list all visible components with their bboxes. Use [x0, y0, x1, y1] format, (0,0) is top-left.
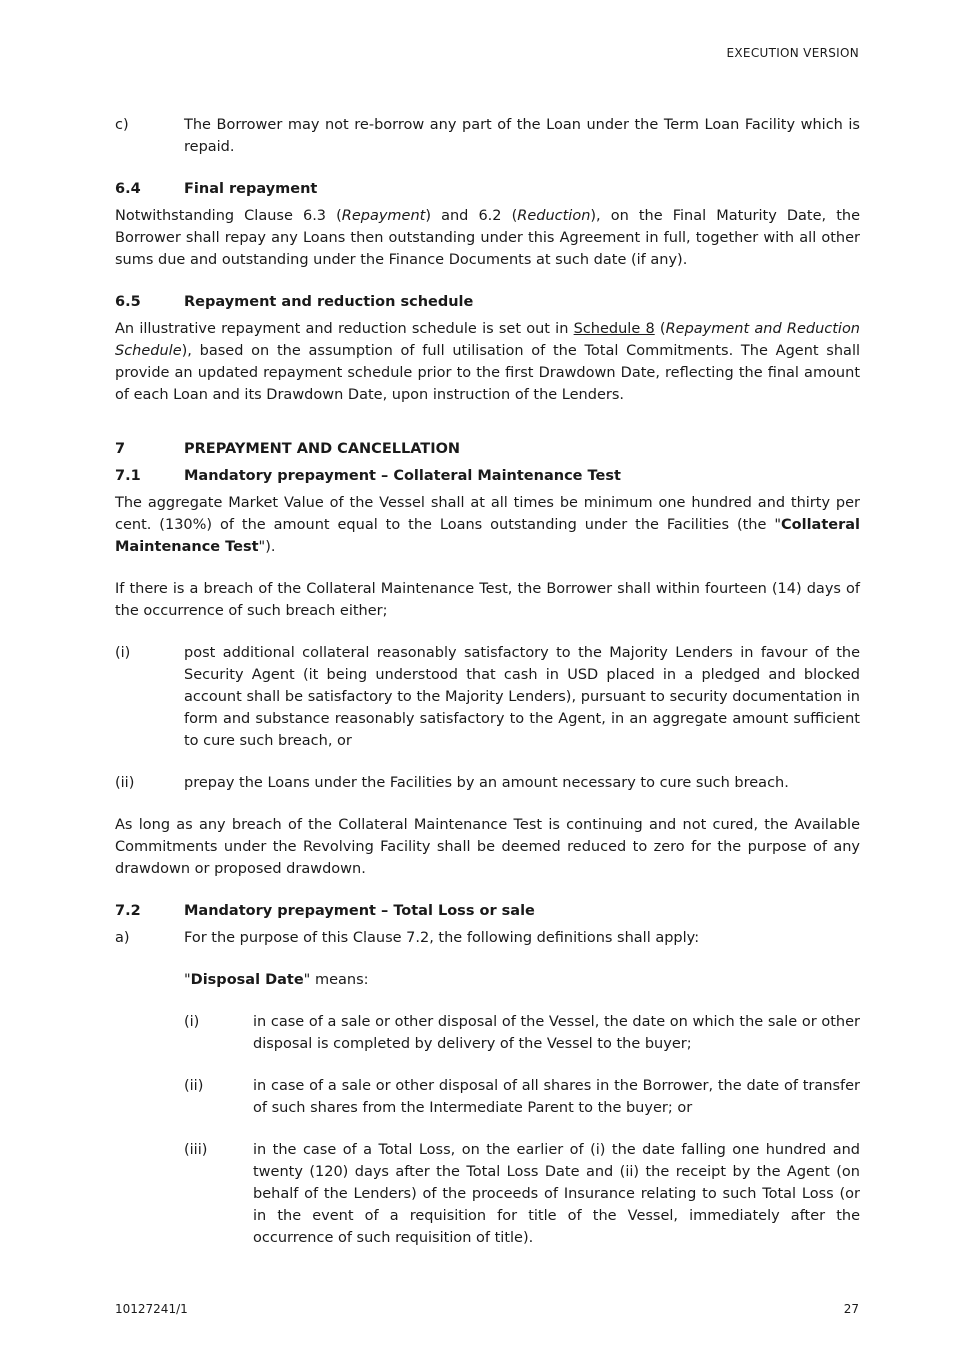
- item-text: in case of a sale or other disposal of all shares in the Borrower, the date of transfer of such shares from the Intermediate Parent to the buyer; or: [253, 1078, 860, 1116]
- item-text: post additional collateral reasonably satisfactory to the Majority Lenders in favour of the Security Agent (it being understood that cash in USD placed in a pledged and blocked account shall be satisfactory to the Majority Lenders), pursuant to security documentation in form and substance reasonably satisfactory to the Agent, in an aggregate amount sufficient to cure such breach, or: [184, 645, 860, 749]
- section-number: 7: [115, 441, 126, 457]
- section-heading-7: [115, 438, 860, 460]
- section-title: Final repayment: [184, 181, 318, 197]
- section-number: 7.1: [115, 468, 141, 484]
- section-heading-6-5: [115, 291, 860, 313]
- item-text: The Borrower may not re-borrow any part of the Loan under the Term Loan Facility which is repaid.: [184, 117, 860, 155]
- section-title: Repayment and reduction schedule: [184, 294, 474, 310]
- item-label: (i): [115, 645, 131, 661]
- paragraph-available-commitments: As long as any breach of the Collateral Maintenance Test is continuing and not cured, the Available Commitments under the Revolving Facility shall be deemed reduced to zero for the purpose of any drawdown or proposed drawdown.: [115, 817, 860, 877]
- item-text: prepay the Loans under the Facilities by an amount necessary to cure such breach.: [184, 775, 789, 791]
- section-title: PREPAYMENT AND CANCELLATION: [184, 441, 461, 457]
- definition-item: [184, 1075, 860, 1119]
- paragraph-repayment-schedule: An illustrative repayment and reduction schedule is set out in Schedule 8 (Repayment and Reduction Schedule), based on the assumption of full utilisation of the Total Commitments. The Agent shall provide an updated repayment schedule prior to the first Drawdown Date, reflecting the final amount of each Loan and its Drawdown Date, upon instruction of the Lenders.: [115, 321, 861, 403]
- item-label: (iii): [184, 1142, 208, 1158]
- section-heading-7-1: [115, 465, 860, 487]
- definition-item: [184, 1011, 860, 1055]
- paragraph-final-repayment: Notwithstanding Clause 6.3 (Repayment) and 6.2 (Reduction), on the Final Maturity Date, the Borrower shall repay any Loans then outstanding under this Agreement in full, together with all other sums due and outstanding under the Finance Documents at such date (if any).: [115, 208, 860, 268]
- item-label: (ii): [115, 775, 135, 791]
- section-heading-6-4: [115, 178, 860, 200]
- item-text: For the purpose of this Clause 7.2, the following definitions shall apply:: [184, 930, 700, 946]
- clause-6-3-c: [115, 114, 860, 158]
- item-label: (i): [184, 1014, 200, 1030]
- list-item: [115, 642, 860, 752]
- schedule-8-link[interactable]: Schedule 8: [573, 321, 655, 337]
- paragraph-breach: If there is a breach of the Collateral Maintenance Test, the Borrower shall within fourteen (14) days of the occurrence of such breach either;: [115, 581, 860, 619]
- item-text: in case of a sale or other disposal of the Vessel, the date on which the sale or other disposal is completed by delivery of the Vessel to the buyer;: [253, 1014, 860, 1052]
- definition-disposal-date: "Disposal Date" means:: [184, 972, 369, 988]
- section-title: Mandatory prepayment – Collateral Maintenance Test: [184, 468, 621, 484]
- section-number: 6.5: [115, 294, 141, 310]
- footer-page-number: 27: [843, 1302, 859, 1316]
- list-item: [115, 772, 860, 794]
- footer-document-reference: 10127241/1: [115, 1302, 188, 1316]
- document-body: [115, 114, 860, 1249]
- section-number: 7.2: [115, 903, 141, 919]
- header-execution-version: EXECUTION VERSION: [726, 46, 859, 60]
- item-label: c): [115, 117, 129, 133]
- definition-item: [184, 1139, 860, 1249]
- item-label: (ii): [184, 1078, 204, 1094]
- section-title: Mandatory prepayment – Total Loss or sale: [184, 903, 535, 919]
- section-number: 6.4: [115, 181, 141, 197]
- paragraph-collateral-test: The aggregate Market Value of the Vessel shall at all times be minimum one hundred and thirty per cent. (130%) of the amount equal to the Loans outstanding under the Facilities (the "Collateral Maintenance Test").: [115, 495, 860, 555]
- item-text: in the case of a Total Loss, on the earlier of (i) the date falling one hundred and twenty (120) days after the Total Loss Date and (ii) the receipt by the Agent (on behalf of the Lenders) of the proceeds of Insurance relating to such Total Loss (or in the event of a requisition for title of the Vessel, immediately after the occurrence of such requisition of title).: [253, 1142, 860, 1246]
- list-item: [115, 927, 860, 949]
- section-heading-7-2: [115, 900, 860, 922]
- item-label: a): [115, 930, 130, 946]
